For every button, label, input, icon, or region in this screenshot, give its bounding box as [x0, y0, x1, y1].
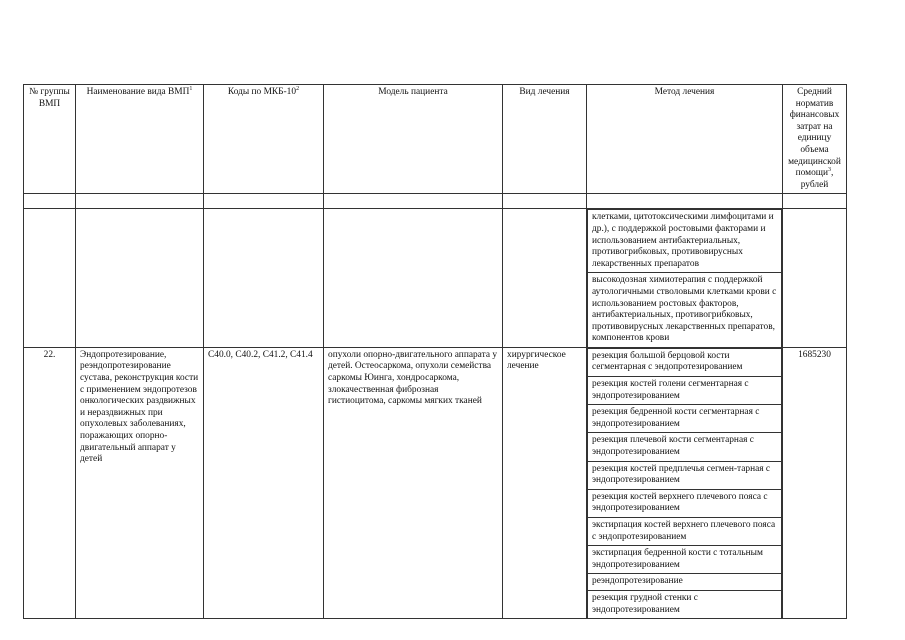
vmp-table [23, 84, 847, 619]
method-item: реэндопротезирование [588, 574, 782, 591]
vmp-name: Эндопротезирование, реэндопротезирование сустава, реконструкция кости с применением эндопротезов онкологических раздвижных и нераздвижных при опухолевых заболеваниях, поражающих опорно-двигательный аппарат у детей [76, 347, 204, 618]
treatment-type: хирургическое лечение [503, 347, 587, 618]
method-item: резекция костей предплечья сегмен-тарная с эндопротезированием [588, 461, 782, 489]
method-item: резекция костей верхнего плечевого пояса с эндопротезированием [588, 489, 782, 517]
row-number: 22. [24, 347, 76, 618]
header-treatment-type: Вид лечения [503, 85, 587, 194]
cost-value: 1685230 [783, 347, 847, 618]
method-item: экстирпация костей верхнего плечевого пояса с эндопротезированием [588, 518, 782, 546]
icd-codes: C40.0, C40.2, C41.2, C41.4 [204, 347, 324, 618]
method-item: резекция бедренной кости сегментарная с эндопротезированием [588, 405, 782, 433]
header-cost-norm: Средний норматив финансовых затрат на единицу объема медицинской помощи$^3$, рублей [783, 85, 847, 194]
treatment-methods-cell [587, 347, 783, 618]
patient-model: опухоли опорно-двигательного аппарата у детей. Остеосаркома, опухоли семейства саркомы Юинга, хондросаркома, злокачественная фиброзная гистиоцитома, саркомы мягких тканей [324, 347, 503, 618]
method-item: резекция костей голени сегментарная с эндопротезированием [588, 377, 782, 405]
method-item: клетками, цитотоксическими лимфоцитами и др.), с поддержкой ростовыми факторами и использованием антибактериальных, противогрибковых, противовирусных лекарственных препаратов [588, 210, 782, 273]
header-vmp-name: Наименование вида ВМП$^1$ [76, 85, 204, 194]
method-item: резекция грудной стенки с эндопротезированием [588, 590, 782, 618]
method-item: резекция плечевой кости сегментарная с эндопротезированием [588, 433, 782, 461]
method-item: высокодозная химиотерапия с поддержкой аутологичными стволовыми клетками крови с использованием ростовых факторов, антибактериальных, противогрибковых, противовирусных лекарственных препаратов, компонентов крови [588, 273, 782, 347]
header-group-number: № группы ВМП [24, 85, 76, 194]
header-patient-model: Модель пациента [324, 85, 503, 194]
table-row-22 [24, 347, 847, 618]
method-item: резекция большой берцовой кости сегментарная с эндопротезированием [588, 348, 782, 376]
table-row-continuation [24, 209, 847, 348]
header-icd-codes: Коды по МКБ-$10^2$ [204, 85, 324, 194]
table-numbering-row [24, 194, 847, 209]
table-header-row [24, 85, 847, 194]
header-treatment-method: Метод лечения [587, 85, 783, 194]
method-item: экстирпация бедренной кости с тотальным эндопротезированием [588, 546, 782, 574]
continuation-methods-cell [587, 209, 783, 348]
